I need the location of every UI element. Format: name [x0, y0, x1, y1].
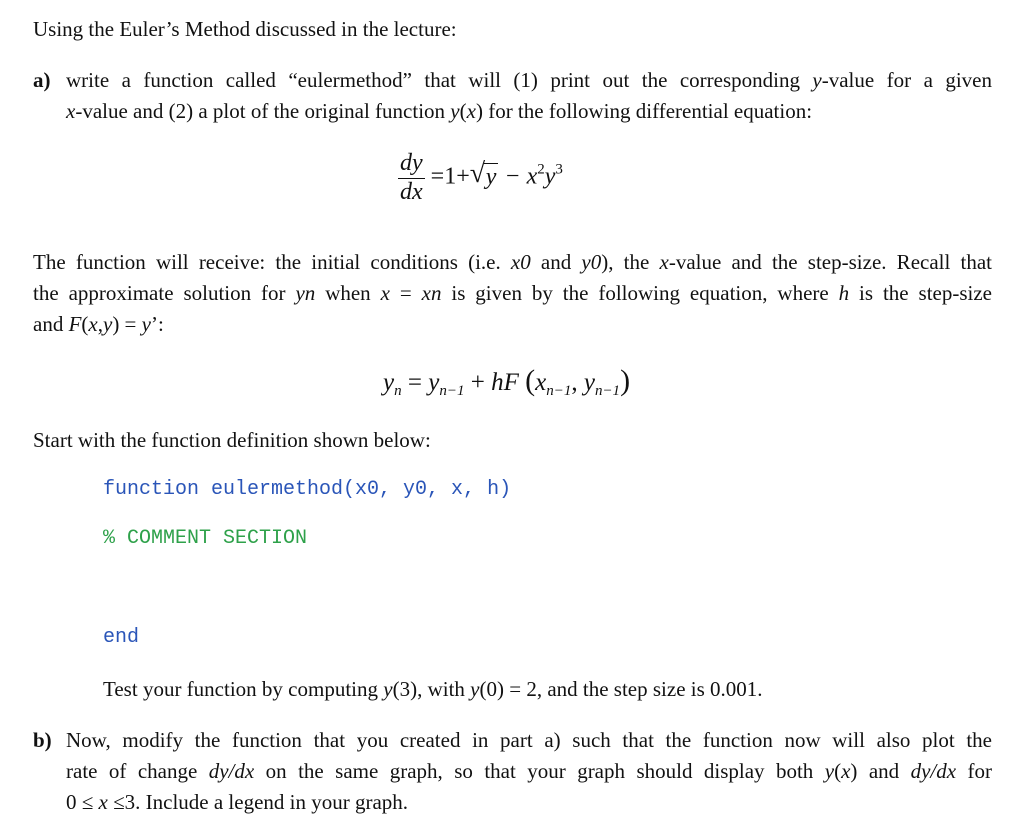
part-b-line3: 0 ≤ x ≤3. Include a legend in your graph.: [66, 790, 409, 814]
part-b-marker: b): [33, 728, 52, 752]
part-a-line2: x-value and (2) a plot of the original function y(x) for the following differential equation:: [66, 99, 813, 123]
para-receive-line3: and F(x,y) = y’:: [33, 312, 164, 336]
differential-equation: $\frac{dy}{dx}$ =1+ √ $y - x^2y^3$: [400, 150, 563, 205]
para-receive-line2: the approximate solution for yn when x = xn is given by the following equation, where h is the step-size: [33, 281, 993, 305]
code-comment-line: % COMMENT SECTION: [103, 527, 308, 550]
square-root: √ y: [469, 157, 497, 190]
code-end-line: end: [103, 626, 140, 649]
part-a-line1: write a function called “eulermethod” that will (1) print out the corresponding y-value for a given: [66, 68, 992, 92]
dy-dx-fraction: $\frac{dy}{dx}$: [400, 150, 423, 205]
part-b-line2: rate of change dy/dx on the same graph, so that your graph should display both y(x) and dy/dx for: [66, 759, 992, 783]
start-instruction: Start with the function definition shown below:: [33, 428, 431, 452]
part-a-marker: a): [33, 68, 51, 92]
part-b-line1: Now, modify the function that you created in part a) such that the function now will also plot the: [66, 728, 992, 752]
code-function-line: function eulermethod(x0, y0, x, h): [103, 478, 512, 501]
test-instruction: Test your function by computing y(3), with y(0) = 2, and the step size is 0.001.: [103, 677, 763, 701]
euler-update-equation: $y_n = y_{n-1}$ + hF ($x_{n-1}$, $y_{n-1}$): [383, 364, 631, 399]
intro-line: Using the Euler’s Method discussed in the lecture:: [33, 17, 457, 41]
para-receive-line1: The function will receive: the initial conditions (i.e. x0 and y0), the x-value and the step-size. Recall that: [33, 250, 992, 274]
